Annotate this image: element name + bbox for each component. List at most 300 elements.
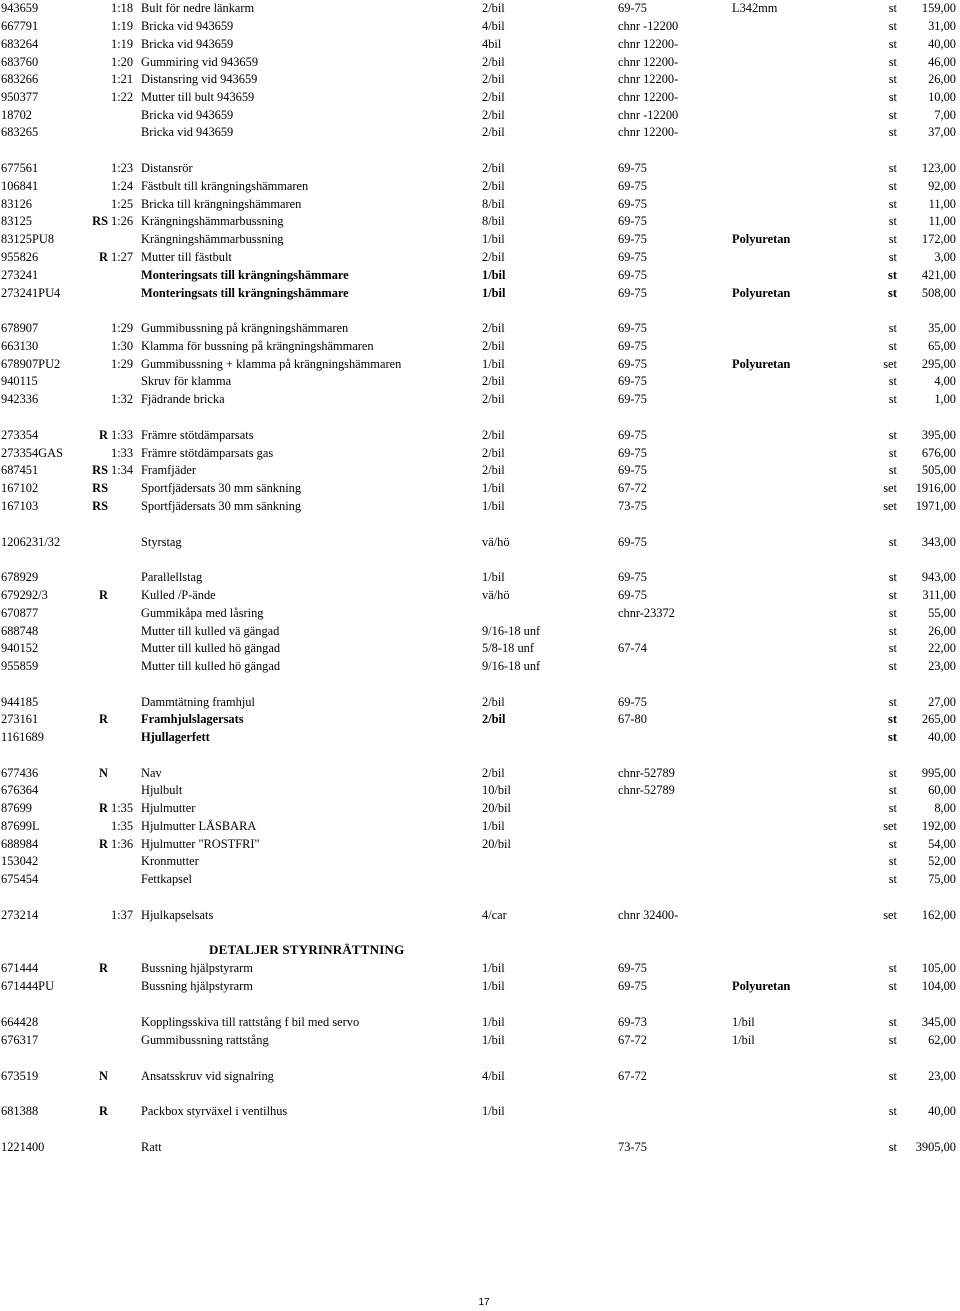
price-cell: 60,00 <box>928 783 956 797</box>
diagram-ref-cell: 1:26 <box>111 214 134 228</box>
model-years-cell: 69-75 <box>618 339 647 353</box>
table-row <box>0 231 960 248</box>
description-cell: Sportfjädersats 30 mm sänkning <box>141 481 302 495</box>
table-row <box>0 1139 960 1156</box>
unit-cell: st <box>888 659 897 673</box>
stock-flag-cell: RS <box>92 499 108 513</box>
price-cell: 505,00 <box>921 463 956 477</box>
model-years-cell: 69-75 <box>618 232 647 246</box>
unit-cell: st <box>888 1 897 15</box>
description-cell: Skruv för klamma <box>141 374 232 388</box>
unit-cell: st <box>888 392 897 406</box>
table-row <box>0 160 960 177</box>
remark-cell: Polyuretan <box>732 357 791 371</box>
quantity-cell: 2/bil <box>482 463 505 477</box>
quantity-cell: 20/bil <box>482 837 511 851</box>
article-number-cell: 83125 <box>1 214 32 228</box>
description-cell: Parallellstag <box>141 570 203 584</box>
quantity-cell: 2/bil <box>482 392 505 406</box>
article-number-cell: 87699L <box>1 819 40 833</box>
model-years-cell: chnr-52789 <box>618 766 675 780</box>
price-cell: 8,00 <box>934 801 956 815</box>
table-row <box>0 569 960 586</box>
quantity-cell: 2/bil <box>482 72 505 86</box>
price-cell: 345,00 <box>921 1015 956 1029</box>
table-row <box>0 1103 960 1120</box>
model-years-cell: chnr 32400- <box>618 908 679 922</box>
price-cell: 123,00 <box>921 161 956 175</box>
remark-cell: Polyuretan <box>732 286 791 300</box>
price-cell: 4,00 <box>934 374 956 388</box>
table-row <box>0 605 960 622</box>
article-number-cell: 273161 <box>1 712 39 726</box>
diagram-ref-cell: 1:35 <box>111 801 134 815</box>
table-row <box>0 658 960 675</box>
stock-flag-cell: N <box>99 766 108 780</box>
article-number-cell: 1221400 <box>1 1140 45 1154</box>
model-years-cell: 73-75 <box>618 1140 647 1154</box>
unit-cell: st <box>888 1015 897 1029</box>
unit-cell: st <box>888 588 897 602</box>
table-row <box>0 623 960 640</box>
model-years-cell: 69-75 <box>618 1 647 15</box>
table-row <box>0 54 960 71</box>
article-number-cell: 940152 <box>1 641 39 655</box>
model-years-cell: 69-75 <box>618 214 647 228</box>
unit-cell: st <box>888 979 897 993</box>
quantity-cell: vä/hö <box>482 535 510 549</box>
price-cell: 265,00 <box>921 712 956 726</box>
description-cell: Bussning hjälpstyrarm <box>141 961 253 975</box>
model-years-cell: 67-80 <box>618 712 647 726</box>
quantity-cell: 2/bil <box>482 161 505 175</box>
price-cell: 676,00 <box>921 446 956 460</box>
quantity-cell: 9/16-18 unf <box>482 659 541 673</box>
description-cell: Framhjulslagersats <box>141 712 244 726</box>
price-cell: 55,00 <box>928 606 956 620</box>
article-number-cell: 950377 <box>1 90 39 104</box>
article-number-cell: 83125PU8 <box>1 232 55 246</box>
table-row <box>0 765 960 782</box>
model-years-cell: chnr -12200 <box>618 19 679 33</box>
quantity-cell: 1/bil <box>482 286 506 300</box>
article-number-cell: 663130 <box>1 339 39 353</box>
diagram-ref-cell: 1:35 <box>111 819 134 833</box>
table-row <box>0 213 960 230</box>
stock-flag-cell: RS <box>92 463 108 477</box>
model-years-cell: 73-75 <box>618 499 647 513</box>
table-row <box>0 978 960 995</box>
article-number-cell: 683265 <box>1 125 39 139</box>
article-number-cell: 87699 <box>1 801 32 815</box>
table-row <box>0 373 960 390</box>
article-number-cell: 83126 <box>1 197 32 211</box>
table-row <box>0 107 960 124</box>
stock-flag-cell: R <box>99 837 108 851</box>
article-number-cell: 688748 <box>1 624 39 638</box>
unit-cell: st <box>888 463 897 477</box>
table-row <box>0 285 960 302</box>
article-number-cell: 273354GAS <box>1 446 63 460</box>
diagram-ref-cell: 1:22 <box>111 90 134 104</box>
article-number-cell: 942336 <box>1 392 39 406</box>
price-cell: 62,00 <box>928 1033 956 1047</box>
article-number-cell: 677561 <box>1 161 39 175</box>
model-years-cell: 69-75 <box>618 428 647 442</box>
diagram-ref-cell: 1:20 <box>111 55 134 69</box>
table-row <box>0 356 960 373</box>
unit-cell: st <box>888 712 897 726</box>
table-row <box>0 427 960 444</box>
table-row <box>0 960 960 977</box>
table-row <box>0 267 960 284</box>
description-cell: Mutter till fästbult <box>141 250 232 264</box>
article-number-cell: 677436 <box>1 766 39 780</box>
price-cell: 52,00 <box>928 854 956 868</box>
model-years-cell: 69-75 <box>618 570 647 584</box>
description-cell: Bricka vid 943659 <box>141 125 234 139</box>
remark-cell: Polyuretan <box>732 979 791 993</box>
quantity-cell: 4/bil <box>482 19 505 33</box>
price-cell: 54,00 <box>928 837 956 851</box>
unit-cell: st <box>888 1069 897 1083</box>
table-row <box>0 480 960 497</box>
model-years-cell: 69-75 <box>618 321 647 335</box>
quantity-cell: 2/bil <box>482 428 505 442</box>
description-cell: Monteringsats till krängningshämmare <box>141 286 349 300</box>
price-cell: 104,00 <box>921 979 956 993</box>
unit-cell: st <box>888 161 897 175</box>
description-cell: Hjulmutter "ROSTFRI" <box>141 837 260 851</box>
article-number-cell: 273241 <box>1 268 39 282</box>
quantity-cell: 2/bil <box>482 250 505 264</box>
article-number-cell: 667791 <box>1 19 39 33</box>
quantity-cell: 2/bil <box>482 108 505 122</box>
table-row <box>0 853 960 870</box>
unit-cell: st <box>888 837 897 851</box>
article-number-cell: 943659 <box>1 1 39 15</box>
model-years-cell: chnr-23372 <box>618 606 675 620</box>
article-number-cell: 671444PU <box>1 979 55 993</box>
table-row <box>0 249 960 266</box>
unit-cell: st <box>888 624 897 638</box>
price-cell: 995,00 <box>921 766 956 780</box>
price-cell: 3,00 <box>934 250 956 264</box>
article-number-cell: 940115 <box>1 374 38 388</box>
stock-flag-cell: R <box>99 801 108 815</box>
article-number-cell: 167102 <box>1 481 39 495</box>
article-number-cell: 955859 <box>1 659 39 673</box>
description-cell: Fettkapsel <box>141 872 192 886</box>
article-number-cell: 673519 <box>1 1069 39 1083</box>
quantity-cell: 2/bil <box>482 1 505 15</box>
unit-cell: st <box>888 90 897 104</box>
quantity-cell: 4/car <box>482 908 507 922</box>
price-cell: 75,00 <box>928 872 956 886</box>
unit-cell: set <box>883 499 897 513</box>
price-cell: 343,00 <box>921 535 956 549</box>
description-cell: Framfjäder <box>141 463 197 477</box>
quantity-cell: 1/bil <box>482 232 505 246</box>
model-years-cell: 69-75 <box>618 250 647 264</box>
unit-cell: set <box>883 481 897 495</box>
quantity-cell: 1/bil <box>482 1104 505 1118</box>
model-years-cell: 69-75 <box>618 446 647 460</box>
price-cell: 7,00 <box>934 108 956 122</box>
description-cell: Gummibussning på krängningshämmaren <box>141 321 349 335</box>
quantity-cell: 1/bil <box>482 979 505 993</box>
description-cell: Gummiring vid 943659 <box>141 55 259 69</box>
model-years-cell: 69-75 <box>618 979 647 993</box>
unit-cell: st <box>888 108 897 122</box>
description-cell: Gummikåpa med låsring <box>141 606 264 620</box>
diagram-ref-cell: 1:23 <box>111 161 134 175</box>
unit-cell: st <box>888 374 897 388</box>
model-years-cell: 69-75 <box>618 695 647 709</box>
price-cell: 192,00 <box>921 819 956 833</box>
price-cell: 162,00 <box>921 908 956 922</box>
stock-flag-cell: R <box>99 712 108 726</box>
table-row <box>0 836 960 853</box>
quantity-cell: 8/bil <box>482 197 505 211</box>
article-number-cell: 683266 <box>1 72 39 86</box>
unit-cell: st <box>888 730 897 744</box>
model-years-cell: 69-75 <box>618 161 647 175</box>
quantity-cell: 1/bil <box>482 1033 505 1047</box>
price-cell: 11,00 <box>928 197 956 211</box>
price-cell: 421,00 <box>921 268 956 282</box>
description-cell: Mutter till bult 943659 <box>141 90 255 104</box>
article-number-cell: 106841 <box>1 179 39 193</box>
price-cell: 37,00 <box>928 125 956 139</box>
description-cell: Bricka vid 943659 <box>141 19 234 33</box>
description-cell: Främre stötdämparsats gas <box>141 446 274 460</box>
diagram-ref-cell: 1:24 <box>111 179 134 193</box>
unit-cell: st <box>888 695 897 709</box>
table-row <box>0 694 960 711</box>
article-number-cell: 273214 <box>1 908 39 922</box>
diagram-ref-cell: 1:21 <box>111 72 134 86</box>
section-heading: DETALJER STYRINRÄTTNING <box>209 942 405 957</box>
quantity-cell: 1/bil <box>482 499 505 513</box>
quantity-cell: 1/bil <box>482 357 505 371</box>
unit-cell: st <box>888 766 897 780</box>
model-years-cell: 69-75 <box>618 268 647 282</box>
description-cell: Ratt <box>141 1140 162 1154</box>
table-row <box>0 640 960 657</box>
price-cell: 40,00 <box>928 730 956 744</box>
model-years-cell: 69-75 <box>618 392 647 406</box>
unit-cell: st <box>888 250 897 264</box>
description-cell: Distansring vid 943659 <box>141 72 258 86</box>
quantity-cell: 2/bil <box>482 179 505 193</box>
description-cell: Fästbult till krängningshämmaren <box>141 179 309 193</box>
stock-flag-cell: N <box>99 1069 108 1083</box>
quantity-cell: vä/hö <box>482 588 510 602</box>
unit-cell: st <box>888 570 897 584</box>
table-row <box>0 445 960 462</box>
price-cell: 35,00 <box>928 321 956 335</box>
description-cell: Hjulmutter <box>141 801 196 815</box>
article-number-cell: 664428 <box>1 1015 39 1029</box>
description-cell: Dammtätning framhjul <box>141 695 255 709</box>
table-row <box>0 782 960 799</box>
description-cell: Bussning hjälpstyrarm <box>141 979 253 993</box>
article-number-cell: 679292/3 <box>1 588 48 602</box>
price-cell: 23,00 <box>928 659 956 673</box>
price-cell: 172,00 <box>921 232 956 246</box>
article-number-cell: 683264 <box>1 37 39 51</box>
unit-cell: st <box>888 428 897 442</box>
model-years-cell: 69-73 <box>618 1015 647 1029</box>
price-cell: 508,00 <box>921 286 956 300</box>
unit-cell: st <box>888 872 897 886</box>
page-number: 17 <box>478 1297 490 1308</box>
table-row <box>0 36 960 53</box>
description-cell: Mutter till kulled vä gängad <box>141 624 280 638</box>
quantity-cell: 2/bil <box>482 339 505 353</box>
article-number-cell: 678929 <box>1 570 39 584</box>
article-number-cell: 670877 <box>1 606 39 620</box>
diagram-ref-cell: 1:33 <box>111 428 134 442</box>
description-cell: Kronmutter <box>141 854 199 868</box>
article-number-cell: 687451 <box>1 463 39 477</box>
model-years-cell: chnr 12200- <box>618 90 679 104</box>
model-years-cell: chnr 12200- <box>618 37 679 51</box>
quantity-cell: 2/bil <box>482 90 505 104</box>
model-years-cell: 69-75 <box>618 463 647 477</box>
model-years-cell: 69-75 <box>618 286 647 300</box>
unit-cell: st <box>888 179 897 193</box>
table-row <box>0 338 960 355</box>
article-number-cell: 1161689 <box>1 730 44 744</box>
stock-flag-cell: R <box>99 1104 108 1118</box>
model-years-cell: 69-75 <box>618 535 647 549</box>
article-number-cell: 688984 <box>1 837 39 851</box>
description-cell: Gummibussning + klamma på krängningshämmaren <box>141 357 402 371</box>
quantity-cell: 2/bil <box>482 695 505 709</box>
quantity-cell: 2/bil <box>482 374 505 388</box>
unit-cell: st <box>888 55 897 69</box>
description-cell: Mutter till kulled hö gängad <box>141 659 281 673</box>
unit-cell: st <box>888 801 897 815</box>
article-number-cell: 681388 <box>1 1104 39 1118</box>
quantity-cell: 2/bil <box>482 712 506 726</box>
price-cell: 65,00 <box>928 339 956 353</box>
price-cell: 943,00 <box>921 570 956 584</box>
price-cell: 40,00 <box>928 1104 956 1118</box>
description-cell: Sportfjädersats 30 mm sänkning <box>141 499 302 513</box>
price-cell: 10,00 <box>928 90 956 104</box>
description-cell: Packbox styrväxel i ventilhus <box>141 1104 288 1118</box>
description-cell: Kopplingsskiva till rattstång f bil med servo <box>141 1015 360 1029</box>
table-row <box>0 800 960 817</box>
description-cell: Bult för nedre länkarm <box>141 1 255 15</box>
model-years-cell: 67-72 <box>618 1069 647 1083</box>
unit-cell: st <box>888 1104 897 1118</box>
description-cell: Bricka vid 943659 <box>141 108 234 122</box>
unit-cell: set <box>883 908 897 922</box>
model-years-cell: 69-75 <box>618 374 647 388</box>
unit-cell: st <box>888 535 897 549</box>
diagram-ref-cell: 1:37 <box>111 908 134 922</box>
unit-cell: st <box>888 214 897 228</box>
model-years-cell: 69-75 <box>618 357 647 371</box>
quantity-cell: 4/bil <box>482 1069 505 1083</box>
model-years-cell: 67-74 <box>618 641 647 655</box>
unit-cell: st <box>888 606 897 620</box>
unit-cell: st <box>888 321 897 335</box>
unit-cell: st <box>888 1033 897 1047</box>
model-years-cell: 69-75 <box>618 197 647 211</box>
model-years-cell: chnr-52789 <box>618 783 675 797</box>
price-cell: 3905,00 <box>915 1140 956 1154</box>
table-row <box>0 89 960 106</box>
table-row <box>0 729 960 746</box>
price-cell: 311,00 <box>922 588 956 602</box>
unit-cell: st <box>888 961 897 975</box>
description-cell: Klamma för bussning på krängningshämmaren <box>141 339 374 353</box>
description-cell: Monteringsats till krängningshämmare <box>141 268 349 282</box>
table-row <box>0 711 960 728</box>
table-row <box>0 1014 960 1031</box>
unit-cell: st <box>888 268 897 282</box>
quantity-cell: 2/bil <box>482 321 505 335</box>
stock-flag-cell: R <box>99 250 108 264</box>
article-number-cell: 676317 <box>1 1033 39 1047</box>
quantity-cell: 1/bil <box>482 819 505 833</box>
table-row <box>0 871 960 888</box>
unit-cell: st <box>888 854 897 868</box>
unit-cell: st <box>888 339 897 353</box>
table-row <box>0 18 960 35</box>
table-row <box>0 391 960 408</box>
table-row <box>0 124 960 141</box>
stock-flag-cell: R <box>99 428 108 442</box>
price-cell: 1,00 <box>934 392 956 406</box>
table-row <box>0 71 960 88</box>
diagram-ref-cell: 1:27 <box>111 250 134 264</box>
article-number-cell: 675454 <box>1 872 39 886</box>
model-years-cell: chnr -12200 <box>618 108 679 122</box>
model-years-cell: chnr 12200- <box>618 55 679 69</box>
quantity-cell: 1/bil <box>482 268 506 282</box>
article-number-cell: 678907 <box>1 321 39 335</box>
unit-cell: set <box>883 819 897 833</box>
price-cell: 26,00 <box>928 72 956 86</box>
article-number-cell: 955826 <box>1 250 39 264</box>
diagram-ref-cell: 1:18 <box>111 1 134 15</box>
quantity-cell: 1/bil <box>482 961 505 975</box>
quantity-cell: 5/8-18 unf <box>482 641 534 655</box>
description-cell: Bricka till krängningshämmaren <box>141 197 302 211</box>
unit-cell: st <box>888 1140 897 1154</box>
description-cell: Hjulbult <box>141 783 183 797</box>
table-row <box>0 462 960 479</box>
diagram-ref-cell: 1:34 <box>111 463 134 477</box>
table-row <box>0 1068 960 1085</box>
model-years-cell: chnr 12200- <box>618 125 679 139</box>
quantity-cell: 2/bil <box>482 55 505 69</box>
table-row <box>0 498 960 515</box>
price-cell: 295,00 <box>921 357 956 371</box>
price-cell: 26,00 <box>928 624 956 638</box>
unit-cell: st <box>888 641 897 655</box>
description-cell: Mutter till kulled hö gängad <box>141 641 281 655</box>
description-cell: Hjullagerfett <box>141 730 210 744</box>
price-cell: 31,00 <box>928 19 956 33</box>
diagram-ref-cell: 1:30 <box>111 339 134 353</box>
